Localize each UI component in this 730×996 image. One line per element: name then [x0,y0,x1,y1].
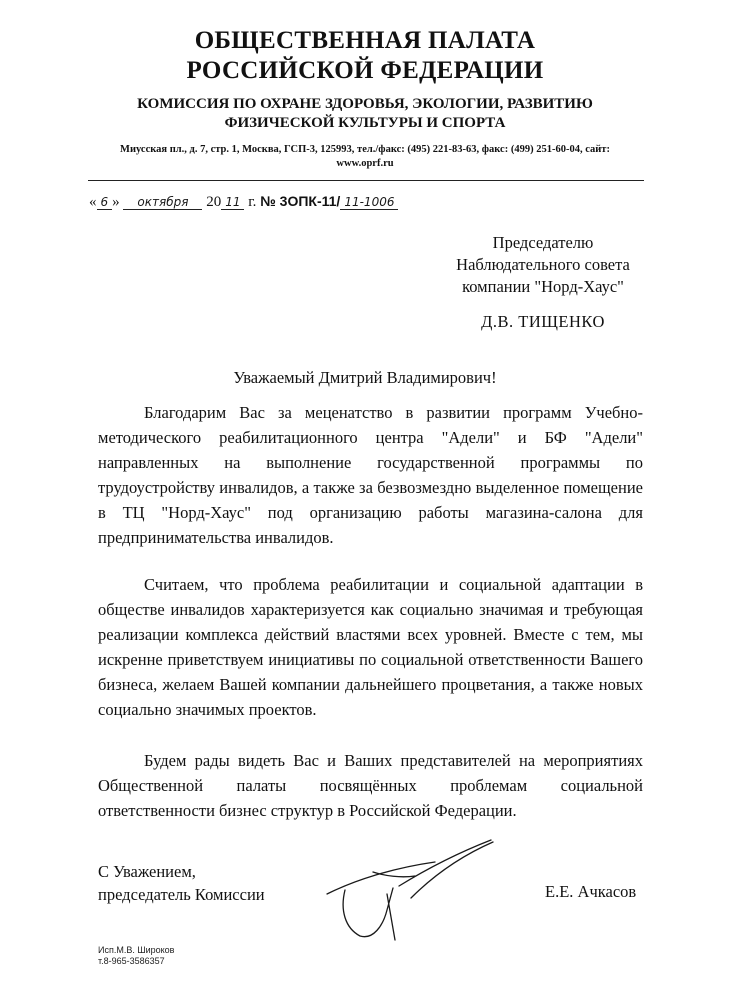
organization-name-line1: ОБЩЕСТВЕННАЯ ПАЛАТА [194,27,536,54]
closing-line1: С Уважением, [98,862,196,881]
executor-name: Исп.М.В. Широков [98,945,175,955]
handwritten-day: 6 [97,195,113,210]
commission-line2: ФИЗИЧЕСКОЙ КУЛЬТУРЫ И СПОРТА [224,115,506,131]
close-quote: » [112,194,120,210]
paragraph-2: Считаем, что проблема реабилитации и социальной адаптации в обществе инвалидов характеризуется как социально значимая и требующая реализации комплекса действий властями всех уровней. Вместе с тем, мы искренне приветствуем инициативы по социальной ответственности Вашего бизнеса, желаем Вашей компании дальнейшего процветания, а также новых социально значимых проектов. [98,575,643,719]
reference-number: № 3ОПК-11/ [260,193,341,209]
organization-name-line2: РОССИЙСКОЙ ФЕДЕРАЦИИ [186,57,544,84]
executor-block [98,945,174,967]
paragraph-1: Благодарим Вас за меценатство в развитии программ Учебно-методического реабилитационного центра "Адели" и БФ "Адели" направленных на выполнение государственной программы по трудоустройству инвалидов, а также за безвозмездно выделенное помещение в ТЦ "Норд-Хаус" под организацию работы магазина-салона для предпринимательства инвалидов. [98,403,643,547]
handwritten-signature [315,832,505,944]
contacts-block [90,143,640,171]
header-divider [88,180,644,181]
commission-block [90,95,640,133]
recipient-block [418,232,668,298]
signer-name: Е.Е. Ачкасов [545,882,637,901]
paragraph-3: Будем рады видеть Вас и Ваших представителей на мероприятиях Общественной палаты посвящённых проблемам социальной ответственности бизнес структур в Российской Федерации. [98,751,643,820]
handwritten-reference-number: 11-1006 [340,195,398,210]
address-line: Миусская пл., д. 7, стр. 1, Москва, ГСП-3, 125993, тел./факс: (495) 221-83-63, факс: (499) 251-60-04, сайт: [120,144,610,155]
recipient-line2: Наблюдательного совета [456,255,630,274]
recipient-line3: компании "Норд-Хаус" [462,277,624,296]
handwritten-year: 11 [221,195,244,210]
handwritten-month: октября [123,195,202,210]
recipient-name: Д.В. ТИЩЕНКО [481,312,605,331]
greeting: Уважаемый Дмитрий Владимирович! [233,368,497,387]
year-abbreviation: г. [248,194,257,210]
recipient-line1: Председателю [492,233,594,252]
reference-line [89,193,398,211]
letterhead [90,26,640,86]
commission-line1: КОМИССИЯ ПО ОХРАНЕ ЗДОРОВЬЯ, ЭКОЛОГИИ, РАЗВИТИЮ [137,96,593,112]
closing-line2: председатель Комиссии [98,885,265,904]
closing-block [98,860,265,906]
executor-phone: т.8-965-3586357 [98,956,165,966]
open-quote: « [89,194,97,210]
year-prefix: 20 [206,194,222,210]
website-line: www.oprf.ru [336,158,394,169]
